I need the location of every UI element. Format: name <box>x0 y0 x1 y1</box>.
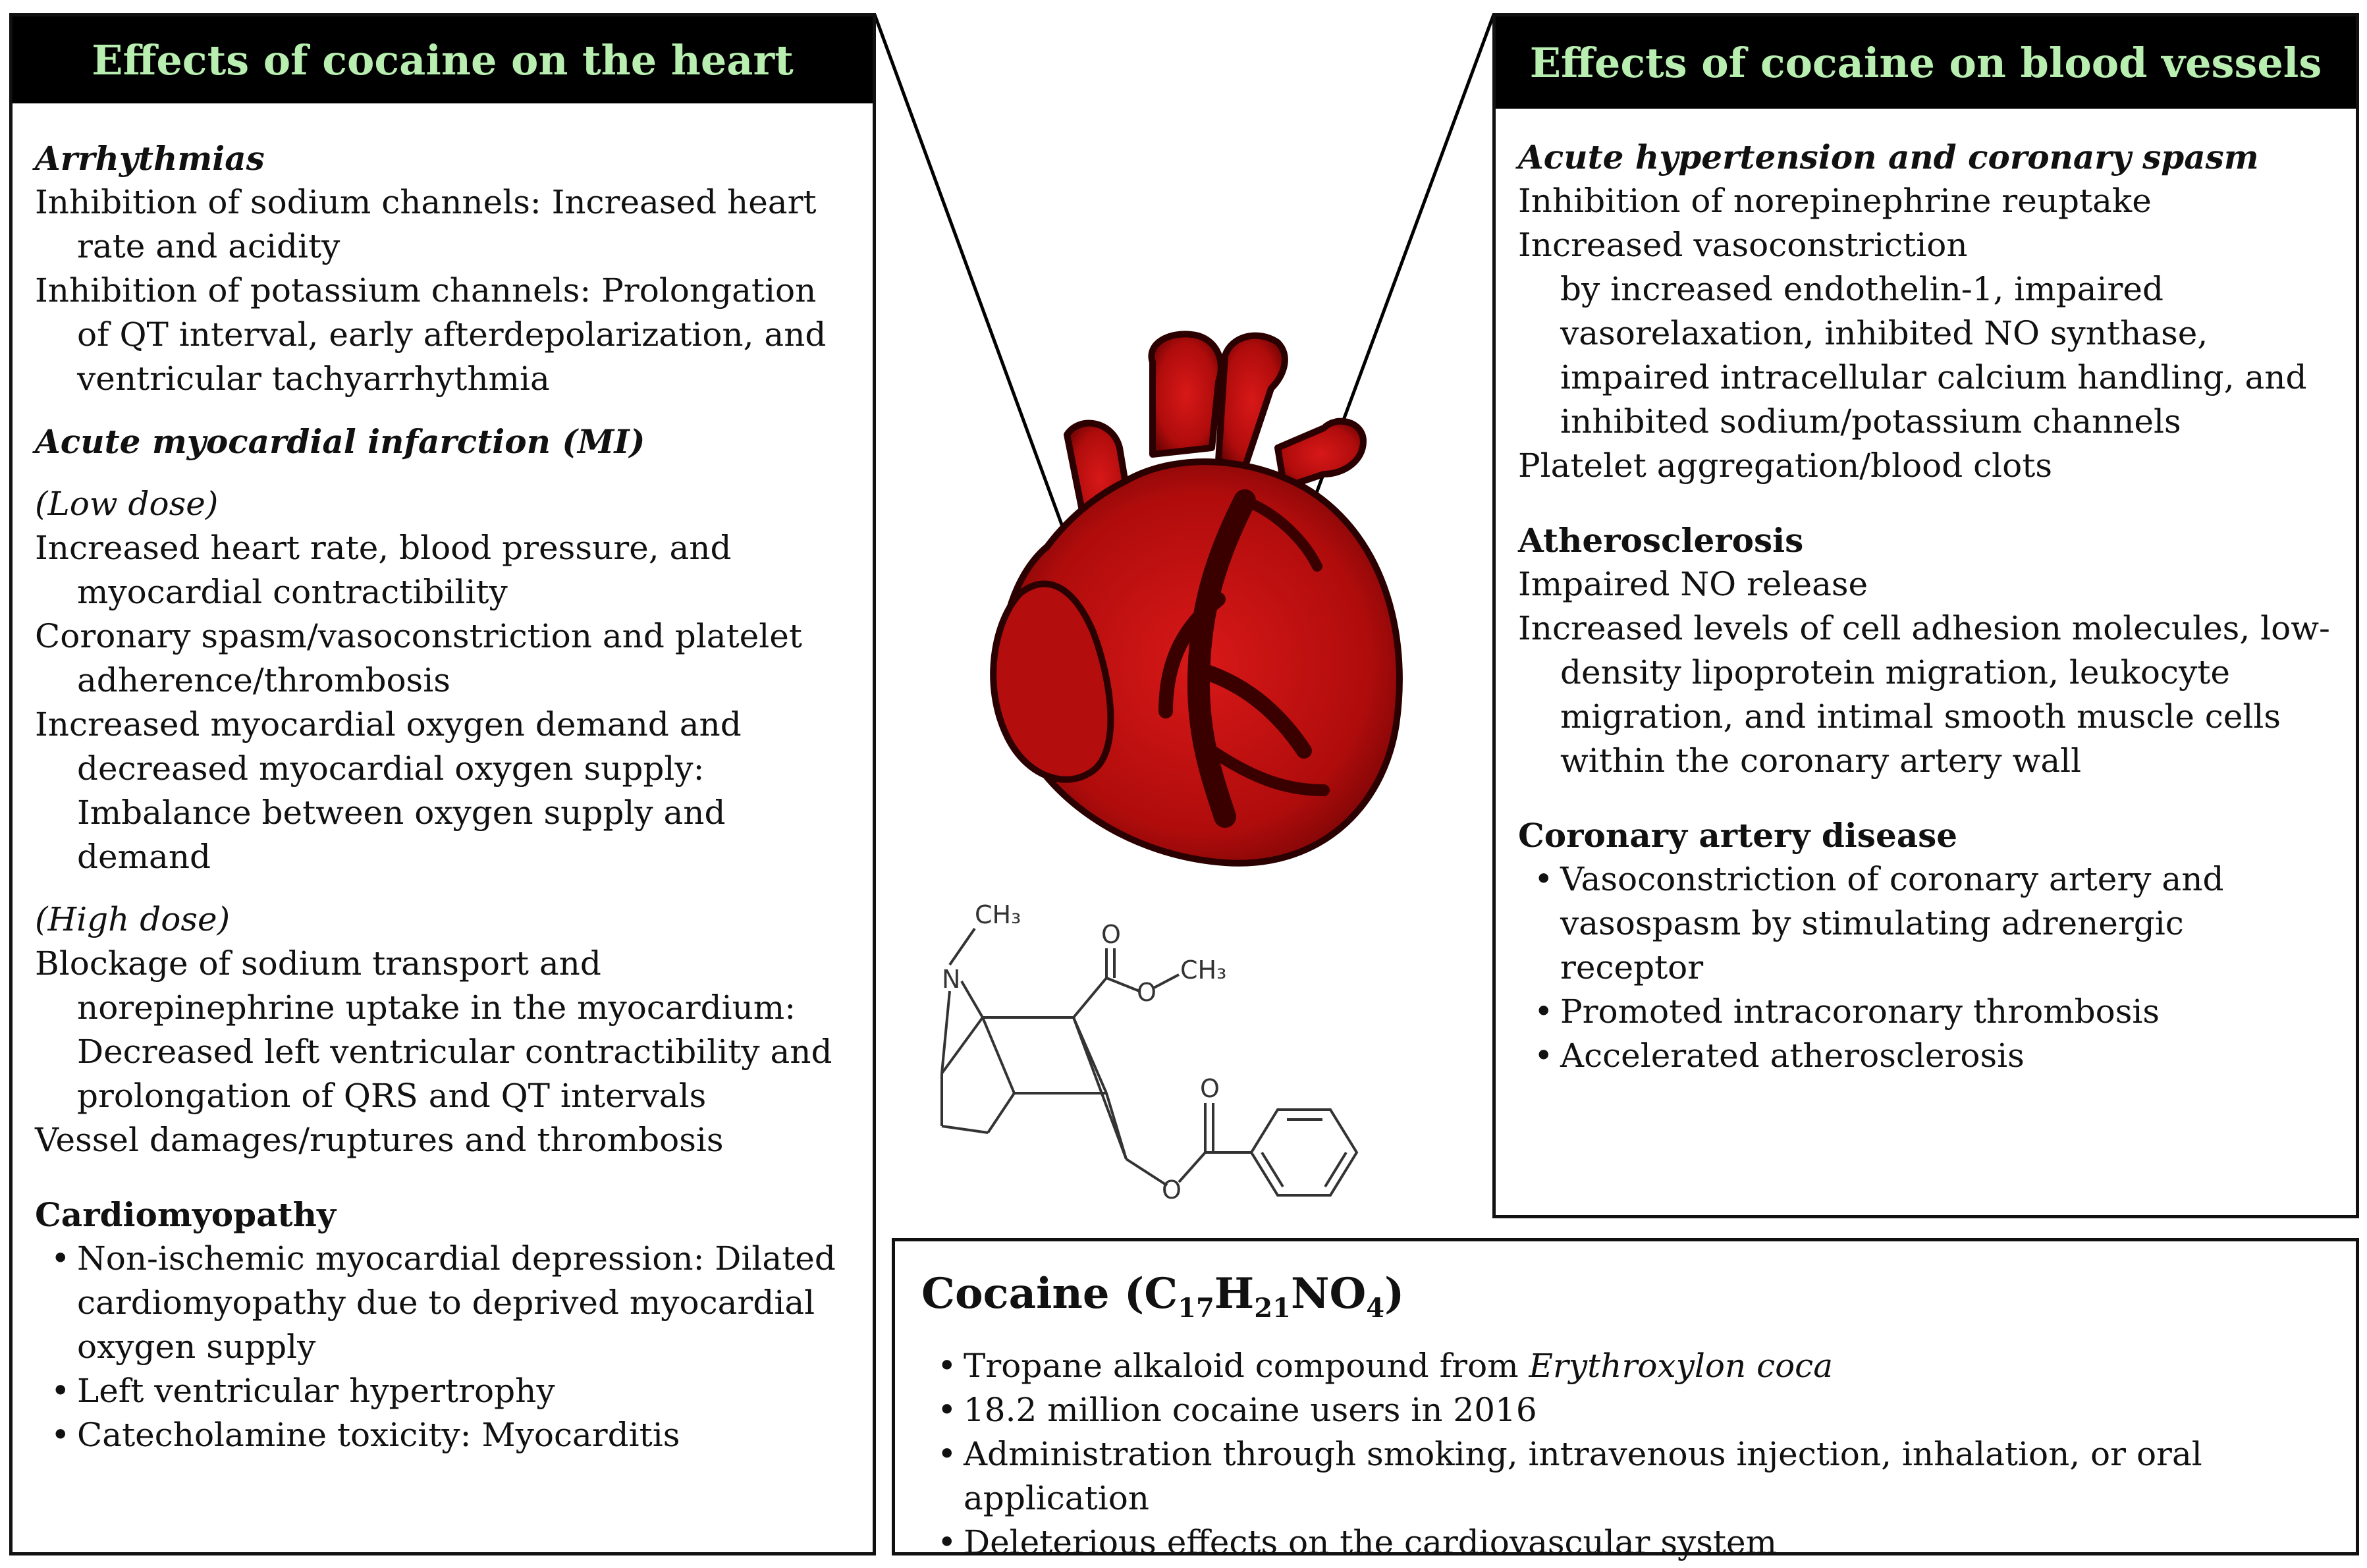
atherosclerosis-item-1: Impaired NO release <box>1518 565 1868 603</box>
cocaine-name: Cocaine <box>921 1269 1110 1318</box>
cad-heading: Coronary artery disease <box>1518 816 1958 855</box>
low-dose-label: (Low dose) <box>35 485 219 523</box>
low-dose-item-3: Increased myocardial oxygen demand and decreased myocardial oxygen supply: Imbalance between oxygen supply and demand <box>35 705 742 876</box>
cardiomyopathy-bullet-3: • Catecholamine toxicity: Myocarditis <box>35 1413 850 1457</box>
ch3-label-top: CH₃ <box>975 900 1021 929</box>
cad-bullet-1: • Vasoconstriction of coronary artery and vasospasm by stimulating adrenergic receptor <box>1518 857 2333 990</box>
cardiomyopathy-heading: Cardiomyopathy <box>35 1195 337 1234</box>
hypertension-item-1: Inhibition of norepinephrine reuptake <box>1518 182 2152 220</box>
atherosclerosis-item-2: Increased levels of cell adhesion molecules, low-density lipoprotein migration, leukocyte migration, and intimal smooth muscle cells within the coronary artery wall <box>1518 609 2330 780</box>
hypertension-sub-item: by increased endothelin-1, impaired vasorelaxation, inhibited NO synthase, impaired intracellular calcium handling, and inhibited sodium/potassium channels <box>1560 270 2307 441</box>
structure-bonds <box>942 929 1357 1195</box>
low-dose-item-1: Increased heart rate, blood pressure, and myocardial contractibility <box>35 529 732 611</box>
cardiomyopathy-bullet-1: • Non-ischemic myocardial depression: Dilated cardiomyopathy due to deprived myocardial oxygen supply <box>35 1237 850 1369</box>
heart-panel-header <box>13 16 873 103</box>
cocaine-title: Cocaine $(C_{17}H_{21}NO_4)$ <box>921 1269 1405 1324</box>
high-dose-item-1: Blockage of sodium transport and norepinephrine uptake in the myocardium: Decreased left ventricular contractibility and prolongation of QRS and QT intervals <box>35 944 832 1115</box>
o-label-carbonyl-1: O <box>1101 920 1121 949</box>
hypertension-item-3: Platelet aggregation/blood clots <box>1518 446 2053 485</box>
structure-atom-labels <box>942 900 1226 1204</box>
hypertension-heading: Acute hypertension and coronary spasm <box>1518 138 2259 176</box>
ch3-label-ester: CH₃ <box>1180 956 1227 985</box>
cocaine-bullet-3: • Administration through smoking, intravenous injection, inhalation, or oral application <box>921 1432 2329 1521</box>
heart-panel-body <box>13 103 873 1457</box>
heart-panel-title: Effects of cocaine on the heart <box>92 36 794 84</box>
cocaine-panel-body <box>895 1241 2356 1565</box>
hypertension-item-2: Increased vasoconstriction <box>1518 226 1968 264</box>
vessel-panel-header <box>1496 16 2356 109</box>
n-label: N <box>942 965 961 994</box>
o-label-ester-1: O <box>1137 978 1156 1007</box>
heart-illustration <box>935 316 1449 882</box>
species-name: Erythroxylon coca <box>1529 1346 1833 1385</box>
high-dose-item-2: Vessel damages/ruptures and thrombosis <box>35 1121 724 1159</box>
cocaine-structure-diagram <box>909 882 1462 1225</box>
o-label-ester-2: O <box>1162 1176 1182 1204</box>
cad-bullet-3: • Accelerated atherosclerosis <box>1518 1034 2333 1078</box>
low-dose-item-2: Coronary spasm/vasoconstriction and platelet adherence/thrombosis <box>35 617 802 699</box>
arrhythmias-heading: Arrhythmias <box>35 139 265 178</box>
cocaine-info-panel <box>892 1238 2359 1561</box>
vessel-effects-panel <box>1492 13 2359 1218</box>
heart-effects-panel <box>9 13 876 1555</box>
high-dose-label: (High dose) <box>35 900 231 938</box>
vessel-panel-body <box>1496 109 2356 1078</box>
cocaine-bullet-1: • Tropane alkaloid compound from Erythroxylon coca <box>921 1344 2329 1388</box>
cocaine-bullet-4: • Deleterious effects on the cardiovascular system <box>921 1521 2329 1565</box>
mi-heading: Acute myocardial infarction (MI) <box>35 422 645 461</box>
arrhythmia-item-2: Inhibition of potassium channels: Prolongation of QT interval, early afterdepolarization, and ventricular tachyarrhythmia <box>35 271 827 398</box>
cad-bullet-2: • Promoted intracoronary thrombosis <box>1518 990 2333 1034</box>
cocaine-bullet-2: • 18.2 million cocaine users in 2016 <box>921 1388 2329 1432</box>
o-label-carbonyl-2: O <box>1200 1074 1220 1103</box>
atherosclerosis-heading: Atherosclerosis <box>1518 521 1804 560</box>
cardiomyopathy-bullet-2: • Left ventricular hypertrophy <box>35 1369 850 1413</box>
arrhythmia-item-1: Inhibition of sodium channels: Increased heart rate and acidity <box>35 183 817 265</box>
vessel-panel-title: Effects of cocaine on blood vessels <box>1529 38 2322 87</box>
